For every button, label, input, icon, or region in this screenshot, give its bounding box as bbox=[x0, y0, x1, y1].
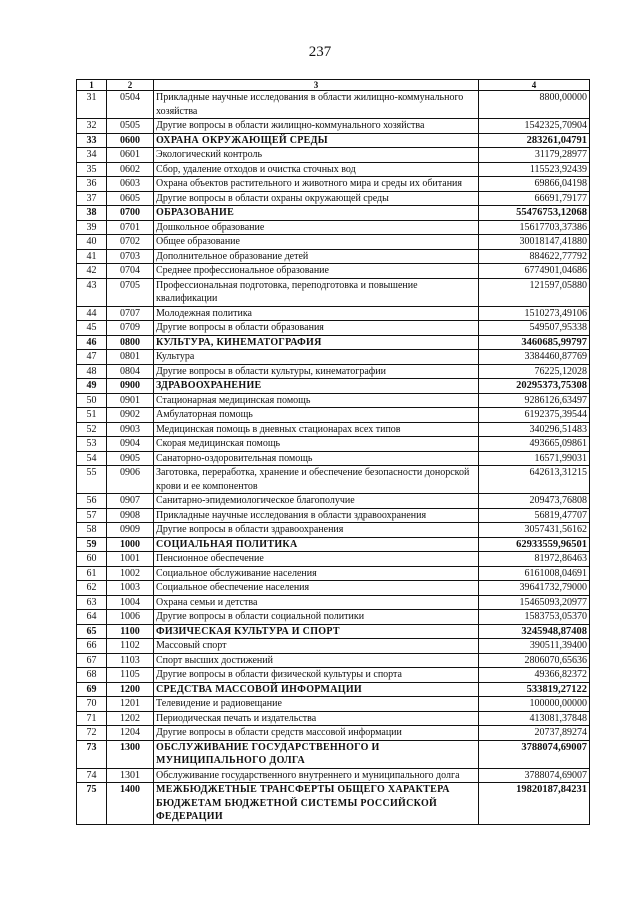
table-row bbox=[77, 364, 590, 379]
table-row-section bbox=[77, 740, 590, 768]
row-name: Спорт высших достижений bbox=[154, 653, 479, 668]
table-row bbox=[77, 508, 590, 523]
row-name: Другие вопросы в области охраны окружающей среды bbox=[154, 191, 479, 206]
row-number: 52 bbox=[77, 422, 107, 437]
row-number: 39 bbox=[77, 220, 107, 235]
row-name: Амбулаторная помощь bbox=[154, 408, 479, 423]
row-name: Социальное обслуживание населения bbox=[154, 566, 479, 581]
table-row bbox=[77, 451, 590, 466]
row-amount: 3384460,87769 bbox=[479, 350, 590, 365]
row-name: Стационарная медицинская помощь bbox=[154, 393, 479, 408]
row-amount: 884622,77792 bbox=[479, 249, 590, 264]
table-row bbox=[77, 350, 590, 365]
row-number: 34 bbox=[77, 148, 107, 163]
row-code: 0603 bbox=[107, 177, 154, 192]
row-code: 0600 bbox=[107, 133, 154, 148]
row-code: 1202 bbox=[107, 711, 154, 726]
row-number: 59 bbox=[77, 537, 107, 552]
row-name: ОХРАНА ОКРУЖАЮЩЕЙ СРЕДЫ bbox=[154, 133, 479, 148]
row-number: 60 bbox=[77, 552, 107, 567]
row-name: Прикладные научные исследования в области жилищно-коммунального хозяйства bbox=[154, 91, 479, 119]
row-number: 75 bbox=[77, 783, 107, 825]
table-row bbox=[77, 220, 590, 235]
row-code: 1300 bbox=[107, 740, 154, 768]
row-number: 57 bbox=[77, 508, 107, 523]
row-name: Другие вопросы в области жилищно-коммунального хозяйства bbox=[154, 119, 479, 134]
row-name: Санаторно-оздоровительная помощь bbox=[154, 451, 479, 466]
table-row bbox=[77, 610, 590, 625]
row-name: ЗДРАВООХРАНЕНИЕ bbox=[154, 379, 479, 394]
row-number: 31 bbox=[77, 91, 107, 119]
row-amount: 413081,37848 bbox=[479, 711, 590, 726]
table-row bbox=[77, 306, 590, 321]
table-row-section bbox=[77, 335, 590, 350]
row-number: 64 bbox=[77, 610, 107, 625]
row-number: 47 bbox=[77, 350, 107, 365]
row-amount: 121597,05880 bbox=[479, 278, 590, 306]
row-amount: 3788074,69007 bbox=[479, 740, 590, 768]
row-name: Пенсионное обеспечение bbox=[154, 552, 479, 567]
table-row bbox=[77, 249, 590, 264]
row-number: 72 bbox=[77, 726, 107, 741]
row-amount: 1583753,05370 bbox=[479, 610, 590, 625]
row-name: Санитарно-эпидемиологическое благополучие bbox=[154, 494, 479, 509]
row-amount: 66691,79177 bbox=[479, 191, 590, 206]
row-number: 56 bbox=[77, 494, 107, 509]
table-row bbox=[77, 191, 590, 206]
row-amount: 2806070,65636 bbox=[479, 653, 590, 668]
row-number: 43 bbox=[77, 278, 107, 306]
row-number: 32 bbox=[77, 119, 107, 134]
table-row bbox=[77, 177, 590, 192]
row-code: 0903 bbox=[107, 422, 154, 437]
row-number: 37 bbox=[77, 191, 107, 206]
row-code: 1105 bbox=[107, 668, 154, 683]
row-name: Прикладные научные исследования в области здравоохранения bbox=[154, 508, 479, 523]
row-amount: 69866,04198 bbox=[479, 177, 590, 192]
row-name: Дополнительное образование детей bbox=[154, 249, 479, 264]
row-code: 0605 bbox=[107, 191, 154, 206]
row-name: КУЛЬТУРА, КИНЕМАТОГРАФИЯ bbox=[154, 335, 479, 350]
table-row bbox=[77, 668, 590, 683]
row-amount: 3057431,56162 bbox=[479, 523, 590, 538]
row-number: 67 bbox=[77, 653, 107, 668]
row-amount: 1510273,49106 bbox=[479, 306, 590, 321]
row-name: Сбор, удаление отходов и очистка сточных вод bbox=[154, 162, 479, 177]
row-name: ФИЗИЧЕСКАЯ КУЛЬТУРА И СПОРТ bbox=[154, 624, 479, 639]
row-code: 1100 bbox=[107, 624, 154, 639]
row-code: 1004 bbox=[107, 595, 154, 610]
row-number: 44 bbox=[77, 306, 107, 321]
row-number: 62 bbox=[77, 581, 107, 596]
table-row bbox=[77, 711, 590, 726]
row-number: 42 bbox=[77, 264, 107, 279]
row-name: Другие вопросы в области социальной политики bbox=[154, 610, 479, 625]
row-amount: 3788074,69007 bbox=[479, 768, 590, 783]
table-row-section bbox=[77, 133, 590, 148]
row-name: Профессиональная подготовка, переподготовка и повышение квалификации bbox=[154, 278, 479, 306]
table-row bbox=[77, 523, 590, 538]
row-number: 73 bbox=[77, 740, 107, 768]
row-name: Среднее профессиональное образование bbox=[154, 264, 479, 279]
row-amount: 549507,95338 bbox=[479, 321, 590, 336]
row-code: 1003 bbox=[107, 581, 154, 596]
row-amount: 493665,09861 bbox=[479, 437, 590, 452]
row-amount: 533819,27122 bbox=[479, 682, 590, 697]
row-name: Культура bbox=[154, 350, 479, 365]
row-code: 0909 bbox=[107, 523, 154, 538]
row-name: Скорая медицинская помощь bbox=[154, 437, 479, 452]
table-row-section bbox=[77, 206, 590, 221]
row-code: 0905 bbox=[107, 451, 154, 466]
row-amount: 15465093,20977 bbox=[479, 595, 590, 610]
row-amount: 3460685,99797 bbox=[479, 335, 590, 350]
row-name: Социальное обеспечение населения bbox=[154, 581, 479, 596]
row-amount: 115523,92439 bbox=[479, 162, 590, 177]
row-amount: 76225,12028 bbox=[479, 364, 590, 379]
row-name: Охрана объектов растительного и животного мира и среды их обитания bbox=[154, 177, 479, 192]
row-amount: 283261,04791 bbox=[479, 133, 590, 148]
header-col-1: 1 bbox=[77, 80, 107, 91]
row-amount: 20295373,75308 bbox=[479, 379, 590, 394]
row-code: 0707 bbox=[107, 306, 154, 321]
row-name: Охрана семьи и детства bbox=[154, 595, 479, 610]
table-row-section bbox=[77, 379, 590, 394]
row-number: 35 bbox=[77, 162, 107, 177]
row-number: 66 bbox=[77, 639, 107, 654]
table-row bbox=[77, 321, 590, 336]
row-code: 0504 bbox=[107, 91, 154, 119]
table-row bbox=[77, 235, 590, 250]
row-amount: 56819,47707 bbox=[479, 508, 590, 523]
row-number: 38 bbox=[77, 206, 107, 221]
row-number: 46 bbox=[77, 335, 107, 350]
row-name: ОБСЛУЖИВАНИЕ ГОСУДАРСТВЕННОГО И МУНИЦИПАЛЬНОГО ДОЛГА bbox=[154, 740, 479, 768]
row-code: 1400 bbox=[107, 783, 154, 825]
header-col-4: 4 bbox=[479, 80, 590, 91]
row-amount: 390511,39400 bbox=[479, 639, 590, 654]
budget-table bbox=[76, 79, 590, 825]
table-row bbox=[77, 697, 590, 712]
row-number: 74 bbox=[77, 768, 107, 783]
row-amount: 100000,00000 bbox=[479, 697, 590, 712]
row-code: 1002 bbox=[107, 566, 154, 581]
row-amount: 8800,00000 bbox=[479, 91, 590, 119]
row-number: 33 bbox=[77, 133, 107, 148]
row-amount: 6774901,04686 bbox=[479, 264, 590, 279]
row-code: 0904 bbox=[107, 437, 154, 452]
row-amount: 20737,89274 bbox=[479, 726, 590, 741]
row-amount: 81972,86463 bbox=[479, 552, 590, 567]
header-col-2: 2 bbox=[107, 80, 154, 91]
row-code: 1102 bbox=[107, 639, 154, 654]
row-number: 36 bbox=[77, 177, 107, 192]
row-code: 0602 bbox=[107, 162, 154, 177]
table-row bbox=[77, 581, 590, 596]
row-amount: 31179,28977 bbox=[479, 148, 590, 163]
table-row bbox=[77, 552, 590, 567]
row-number: 48 bbox=[77, 364, 107, 379]
row-name: Телевидение и радиовещание bbox=[154, 697, 479, 712]
row-code: 0704 bbox=[107, 264, 154, 279]
table-row bbox=[77, 595, 590, 610]
row-number: 50 bbox=[77, 393, 107, 408]
row-name: Медицинская помощь в дневных стационарах всех типов bbox=[154, 422, 479, 437]
row-number: 49 bbox=[77, 379, 107, 394]
row-code: 0906 bbox=[107, 466, 154, 494]
page-number: 237 bbox=[308, 44, 332, 60]
row-number: 70 bbox=[77, 697, 107, 712]
row-name: Другие вопросы в области физической культуры и спорта bbox=[154, 668, 479, 683]
row-code: 0701 bbox=[107, 220, 154, 235]
table-row bbox=[77, 726, 590, 741]
row-code: 0705 bbox=[107, 278, 154, 306]
row-code: 0908 bbox=[107, 508, 154, 523]
table-row bbox=[77, 466, 590, 494]
row-amount: 9286126,63497 bbox=[479, 393, 590, 408]
row-name: Массовый спорт bbox=[154, 639, 479, 654]
row-number: 40 bbox=[77, 235, 107, 250]
table-row bbox=[77, 119, 590, 134]
row-name: Экологический контроль bbox=[154, 148, 479, 163]
row-amount: 1542325,70904 bbox=[479, 119, 590, 134]
row-code: 0901 bbox=[107, 393, 154, 408]
row-amount: 62933559,96501 bbox=[479, 537, 590, 552]
table-row bbox=[77, 639, 590, 654]
row-number: 71 bbox=[77, 711, 107, 726]
row-name: МЕЖБЮДЖЕТНЫЕ ТРАНСФЕРТЫ ОБЩЕГО ХАРАКТЕРА БЮДЖЕТАМ БЮДЖЕТНОЙ СИСТЕМЫ РОССИЙСКОЙ ФЕДЕРАЦИИ bbox=[154, 783, 479, 825]
table-row bbox=[77, 91, 590, 119]
row-code: 0801 bbox=[107, 350, 154, 365]
row-code: 1000 bbox=[107, 537, 154, 552]
row-amount: 15617703,37386 bbox=[479, 220, 590, 235]
row-number: 61 bbox=[77, 566, 107, 581]
table-header-row bbox=[77, 80, 590, 91]
table-row bbox=[77, 264, 590, 279]
row-code: 0702 bbox=[107, 235, 154, 250]
row-number: 58 bbox=[77, 523, 107, 538]
row-code: 0907 bbox=[107, 494, 154, 509]
row-name: Другие вопросы в области культуры, кинематографии bbox=[154, 364, 479, 379]
row-number: 69 bbox=[77, 682, 107, 697]
row-amount: 340296,51483 bbox=[479, 422, 590, 437]
table-row bbox=[77, 494, 590, 509]
row-amount: 209473,76808 bbox=[479, 494, 590, 509]
table-row bbox=[77, 408, 590, 423]
row-code: 0800 bbox=[107, 335, 154, 350]
row-name: Заготовка, переработка, хранение и обеспечение безопасности донорской крови и ее компонентов bbox=[154, 466, 479, 494]
row-number: 45 bbox=[77, 321, 107, 336]
row-code: 0709 bbox=[107, 321, 154, 336]
row-amount: 642613,31215 bbox=[479, 466, 590, 494]
row-name: Молодежная политика bbox=[154, 306, 479, 321]
row-amount: 3245948,87408 bbox=[479, 624, 590, 639]
table-row-section bbox=[77, 537, 590, 552]
table-row bbox=[77, 437, 590, 452]
row-name: ОБРАЗОВАНИЕ bbox=[154, 206, 479, 221]
row-code: 0505 bbox=[107, 119, 154, 134]
row-code: 1001 bbox=[107, 552, 154, 567]
row-name: Общее образование bbox=[154, 235, 479, 250]
row-name: Периодическая печать и издательства bbox=[154, 711, 479, 726]
table-row bbox=[77, 422, 590, 437]
row-amount: 6192375,39544 bbox=[479, 408, 590, 423]
row-code: 1301 bbox=[107, 768, 154, 783]
table-body bbox=[77, 91, 590, 825]
row-number: 54 bbox=[77, 451, 107, 466]
row-code: 0902 bbox=[107, 408, 154, 423]
row-code: 0601 bbox=[107, 148, 154, 163]
table-row bbox=[77, 162, 590, 177]
table-row-section bbox=[77, 624, 590, 639]
header-col-3: 3 bbox=[154, 80, 479, 91]
row-number: 51 bbox=[77, 408, 107, 423]
row-amount: 39641732,79000 bbox=[479, 581, 590, 596]
table-row-section bbox=[77, 783, 590, 825]
row-amount: 6161008,04691 bbox=[479, 566, 590, 581]
row-code: 1200 bbox=[107, 682, 154, 697]
row-code: 1006 bbox=[107, 610, 154, 625]
row-number: 63 bbox=[77, 595, 107, 610]
table-row bbox=[77, 278, 590, 306]
row-code: 1204 bbox=[107, 726, 154, 741]
row-name: Другие вопросы в области здравоохранения bbox=[154, 523, 479, 538]
row-amount: 49366,82372 bbox=[479, 668, 590, 683]
row-name: СОЦИАЛЬНАЯ ПОЛИТИКА bbox=[154, 537, 479, 552]
table-row bbox=[77, 393, 590, 408]
row-code: 0900 bbox=[107, 379, 154, 394]
row-number: 55 bbox=[77, 466, 107, 494]
row-code: 0700 bbox=[107, 206, 154, 221]
row-name: Обслуживание государственного внутреннего и муниципального долга bbox=[154, 768, 479, 783]
row-code: 1201 bbox=[107, 697, 154, 712]
row-amount: 55476753,12068 bbox=[479, 206, 590, 221]
row-amount: 16571,99031 bbox=[479, 451, 590, 466]
table-row bbox=[77, 768, 590, 783]
row-number: 65 bbox=[77, 624, 107, 639]
row-name: Другие вопросы в области средств массовой информации bbox=[154, 726, 479, 741]
table-row bbox=[77, 653, 590, 668]
row-code: 0703 bbox=[107, 249, 154, 264]
row-code: 0804 bbox=[107, 364, 154, 379]
row-code: 1103 bbox=[107, 653, 154, 668]
row-number: 41 bbox=[77, 249, 107, 264]
table-row bbox=[77, 566, 590, 581]
table-row bbox=[77, 148, 590, 163]
row-amount: 30018147,41880 bbox=[479, 235, 590, 250]
table-row-section bbox=[77, 682, 590, 697]
row-number: 68 bbox=[77, 668, 107, 683]
row-name: СРЕДСТВА МАССОВОЙ ИНФОРМАЦИИ bbox=[154, 682, 479, 697]
row-amount: 19820187,84231 bbox=[479, 783, 590, 825]
row-name: Другие вопросы в области образования bbox=[154, 321, 479, 336]
row-name: Дошкольное образование bbox=[154, 220, 479, 235]
row-number: 53 bbox=[77, 437, 107, 452]
